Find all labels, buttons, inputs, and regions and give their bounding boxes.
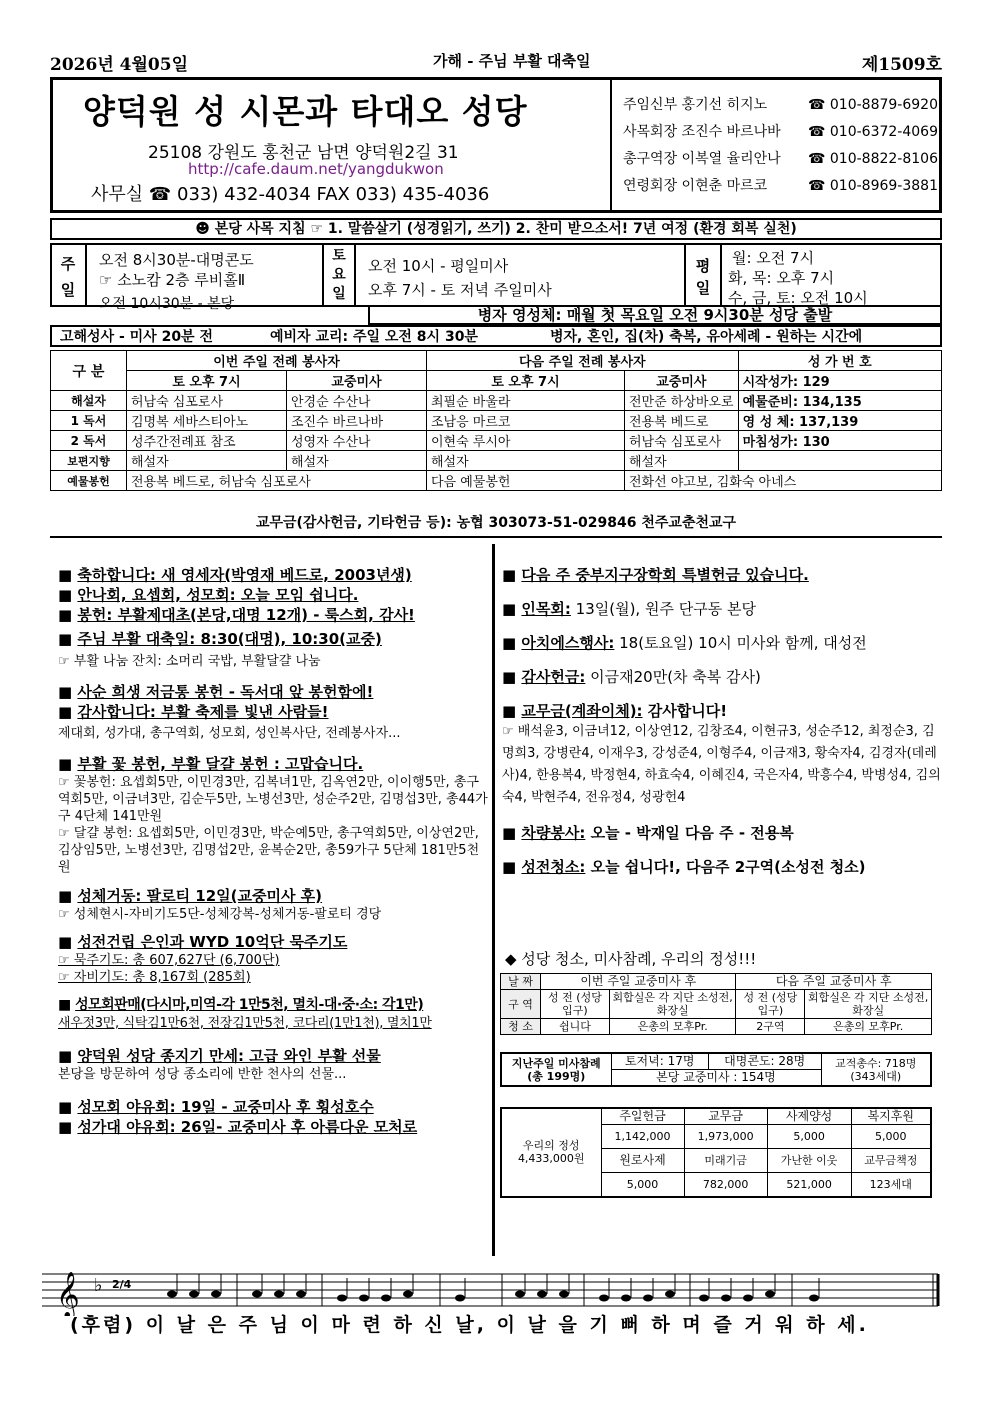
issue-date: 2026년 4월05일 [50,55,188,75]
news-item: ■ 다음 주 중부지구장학회 특별헌금 있습니다. [502,566,809,584]
saturday-mass-1: 오전 10시 - 평일미사 [368,257,509,275]
news-item: ■ 축하합니다: 새 영세자(박영재 베드로, 2003년생) [58,566,412,584]
news-detail: ☞ 꽃봉헌: 요셉회5만, 이민경3만, 김복녀1만, 김옥연2만, 이이행5만, 총구역회5만, 이금녀3만, 김순두5만, 노병선3만, 성순주2만, 김명섭3만, 총44가구 4단체 141만원 [58,775,488,824]
office-phone: 사무실 ☎ 033) 432-4034 FAX 033) 435-4036 [91,184,490,205]
contact-row: 주임신부 홍기선 히지노 ☎ 010-8879-6920 [623,97,938,113]
saturday-mass-2: 오후 7시 - 토 저녁 주일미사 [368,281,552,299]
table-row: 보편지향 해설자 해설자 해설자 해설자 [51,451,942,471]
staff-svg [42,1268,942,1316]
music-note [296,1291,306,1298]
song-lyric: (후렴) 이 날 은 주 님 이 마 련 하 신 날, 이 날 을 기 뻐 하 며 즐 거 워 하 세. [70,1314,869,1336]
news-detail: ☞ 부활 나눔 잔치: 소머리 국밥, 부활달걀 나눔 [58,654,321,669]
music-note [167,1291,177,1298]
table-row: 2 독서 성주간전례표 참조 성영자 수산나 이현숙 루시아 허남숙 심포로사 마침성가: 130 [51,431,942,451]
music-note [643,1295,653,1302]
catechumen-class: 예비자 교리: 주일 오전 8시 30분 [270,329,478,345]
news-item: ■ 성모회 야유회: 19일 - 교중미사 후 횡성호수 [58,1098,374,1116]
liturgy-servers-table [50,350,942,491]
news-item: ■ 아치에스행사: 18(토요일) 10시 미사와 함께, 대성전 [502,634,867,652]
attendance-table: 지난주일 미사참례 (총 199명) 토저녁: 17명 대명콘도: 28명 교적총수: 718명 (343세대) 본당 교중미사 : 154명 [500,1052,932,1087]
music-note [515,1291,525,1298]
pastoral-guideline: ☻ 본당 사목 지침 ☞ 1. 말씀살기 (성경읽기, 쓰기) 2. 찬미 받으소서! 7년 여정 (환경 회복 실천) [50,218,942,240]
news-detail: ☞ 달걀 봉헌: 요셉회5만, 이민경3만, 박순예5만, 총구역회5만, 이상연2만, 김상임5만, 노병선3만, 김명섭2만, 윤복순2만, 총59가구 5단체 181만5천원 [58,826,480,875]
parish-header [50,77,942,213]
news-detail: 새우젓3만, 식탁김1만6천, 전장김1만5천, 코다리(1만1천), 멸치1만 [58,1016,432,1031]
news-item: ■ 성모회판매(다시마,미역-각 1만5천, 멸치-대·중·소: 각1만) [58,997,424,1013]
music-staff [42,1268,942,1340]
news-item: ■ 안나회, 요셉회, 성모회: 오늘 모임 쉽니다. [58,586,359,604]
parish-name: 양덕원 성 시몬과 타대오 성당 [83,92,528,131]
news-item: ■ 감사합니다: 부활 축제를 빛낸 사람들! [58,703,329,721]
cafe-link[interactable]: http://cafe.daum.net/yangdukwon [188,160,444,178]
blessing-info: 병자, 혼인, 집(차) 축복, 유아세례 - 원하는 시간에 [550,329,863,345]
confession-time: 고해성사 - 미사 20분 전 [60,329,213,345]
news-item: ■ 감사헌금: 이금재20만(차 축복 감사) [502,668,761,686]
sunday-mass-1: 오전 8시30분-대명콘도 [99,251,254,269]
issue-number: 제1509호 [861,55,942,75]
hymn-header: 성 가 번 호 [738,351,941,371]
parish-address: 25108 강원도 홍천군 남면 양덕원2길 31 [148,143,459,163]
hymn-start: 시작성가: 129 [738,371,941,391]
music-note [699,1295,709,1302]
music-note [599,1295,609,1302]
contact-row: 사목회장 조진수 바르나바 ☎ 010-6372-4069 [623,124,938,140]
news-detail: 본당을 방문하여 성당 종소리에 반한 천사의 선물... [58,1067,347,1082]
news-item: ■ 인목회: 13일(월), 원주 단구동 본당 [502,600,756,618]
music-note [274,1291,284,1298]
sunday-mass-3: 오전 10시30분 - 본당 [99,296,235,312]
news-detail: ☞ 묵주기도: 총 607,627단 (6,700단) [58,953,280,968]
news-item: ■ 차량봉사: 오늘 - 박재일 다음 주 - 전용복 [502,824,794,842]
contact-row: 총구역장 이복열 율리안나 ☎ 010-8822-8106 [623,151,938,167]
music-note [809,1295,819,1302]
weekday-label: 평 일 [695,257,711,297]
music-note [211,1291,221,1298]
weekday-mass-2: 화, 목: 오후 7시 [728,269,835,287]
music-note [403,1291,413,1298]
contact-list [623,92,943,200]
news-item: ■ 성가대 야유회: 26일- 교중미사 후 아름다운 모처로 [58,1118,418,1136]
sunday-label: 주 일 [60,255,76,299]
news-detail: ☞ 자비기도: 총 8,167회 (285회) [58,970,251,985]
next-week-header: 다음 주일 전례 봉사자 [427,351,739,371]
news-item: ■ 양덕원 성당 종지기 만세: 고급 와인 부활 선물 [58,1047,381,1065]
news-detail: ☞ 배석윤3, 이금녀12, 이상연12, 김창조4, 이현규3, 성순주12, 최정순3, 김명희3, 강병란4, 이재우3, 강성준4, 이형주4, 이금재3, 황숙자4, 김경자(데레사)4, 한용복4, 박정현4, 하효숙4, 이혜진4, 국은자4, 박흥수4, 박병성4, 김의숙4, 박현주4, 전유정4, 성광헌4 [502,724,941,805]
news-item: ■ 교무금(계좌이체): 감사합니다! [502,702,728,720]
contact-row: 연령회장 이현춘 마르코 ☎ 010-8969-3881 [623,178,938,194]
music-note [189,1291,199,1298]
news-item: ■ 성체거동: 팔로티 12일(교중미사 후) [58,887,323,905]
mass-schedule [50,243,942,312]
music-note [455,1295,465,1302]
news-item: ■ 주님 부활 대축일: 8:30(대명), 10:30(교중) [58,630,382,648]
bank-account: 교무금(감사헌금, 기타헌금 등): 농협 303073-51-029846 천주교춘천교구 [255,515,737,531]
music-note [337,1295,347,1302]
svg-text:2/4: 2/4 [112,1278,132,1291]
right-column [502,565,942,877]
sat-header: 토 오후 7시 [127,371,287,391]
left-column [58,565,490,1137]
weekday-mass-3: 수, 금, 토: 오전 10시 [728,289,868,307]
sun-header: 교중미사 [625,371,739,391]
music-note [621,1295,631,1302]
news-item: ■ 봉헌: 부활제대초(본당,대명 12개) - 룩스회, 감사! [58,606,415,624]
weekday-mass-1: 월: 오전 7시 [732,249,815,267]
cleaning-title: ◆ 성당 청소, 미사참례, 우리의 정성!!! [505,950,757,968]
sick-communion: 병자 영성체: 매월 첫 목요일 오전 9시30분 성당 출발 [368,305,942,325]
table-row: 예물봉헌 전용복 베드로, 허남숙 심포로사 다음 예물봉헌 전화선 야고보, 김화숙 아네스 [51,471,942,491]
gubun-header: 구 분 [51,351,127,391]
music-note [665,1291,675,1298]
music-note [359,1295,369,1302]
music-note [252,1291,262,1298]
music-note [559,1291,569,1298]
this-week-header: 이번 주일 전례 봉사자 [127,351,427,371]
liturgical-day: 가해 - 주님 부활 대축일 [433,52,591,70]
svg-text:♭: ♭ [94,1275,103,1296]
table-row: 1 독서 김명복 세바스티아노 조진수 바르나바 조남응 마르코 전용복 베드로 영 성 체: 137,139 [51,411,942,431]
news-detail: ☞ 성체현시-자비기도5단-성체강복-성체거동-팔로티 경당 [58,907,382,922]
sat-header: 토 오후 7시 [427,371,625,391]
sunday-mass-2: ☞ 소노캄 2층 루비홀Ⅱ [99,271,246,289]
news-item: ■ 성전건립 은인과 WYD 10억단 묵주기도 [58,933,348,951]
news-detail: 제대회, 성가대, 총구역회, 성모회, 성인복사단, 전례봉사자... [58,726,401,741]
offering-table: 우리의 정성 4,433,000원 주일헌금 교무금 사제양성 복지후원 1,142,000 1,973,000 5,000 5,000 원로사제 미래기금 가난한 이웃 교무금책정 5,000 782,000 521,000 123세대 [500,1107,932,1198]
music-note [537,1291,547,1298]
saturday-label: 토 요 일 [332,248,346,302]
sun-header: 교중미사 [287,371,427,391]
music-note [721,1295,731,1302]
news-item: ■ 사순 희생 저금통 봉헌 - 독서대 앞 봉헌함에! [58,683,374,701]
music-note [381,1295,391,1302]
music-note [765,1291,775,1298]
music-note [743,1295,753,1302]
treble-clef-icon: 𝄞 [56,1272,80,1316]
news-item: ■ 성전청소: 오늘 쉽니다!, 다음주 2구역(소성전 청소) [502,858,866,876]
sacrament-info [50,325,942,347]
table-row: 해설자 허남숙 심포로사 안경순 수산나 최필순 바울라 전만준 하상바오로 예물준비: 134,135 [51,391,942,411]
news-item: ■ 부활 꽃 봉헌, 부활 달걀 봉헌 : 고맙습니다. [58,755,364,773]
cleaning-table: 날 짜 이번 주일 교중미사 후 다음 주일 교중미사 후 구 역 성 전 (성당입구) 회합실은 각 지단 소성전, 화장실 성 전 (성당입구) 회합실은 각 지단 소성전, 화장실 청 소 쉽니다 은총의 모후Pr. 2구역 은총의 모후Pr. [500,973,932,1035]
